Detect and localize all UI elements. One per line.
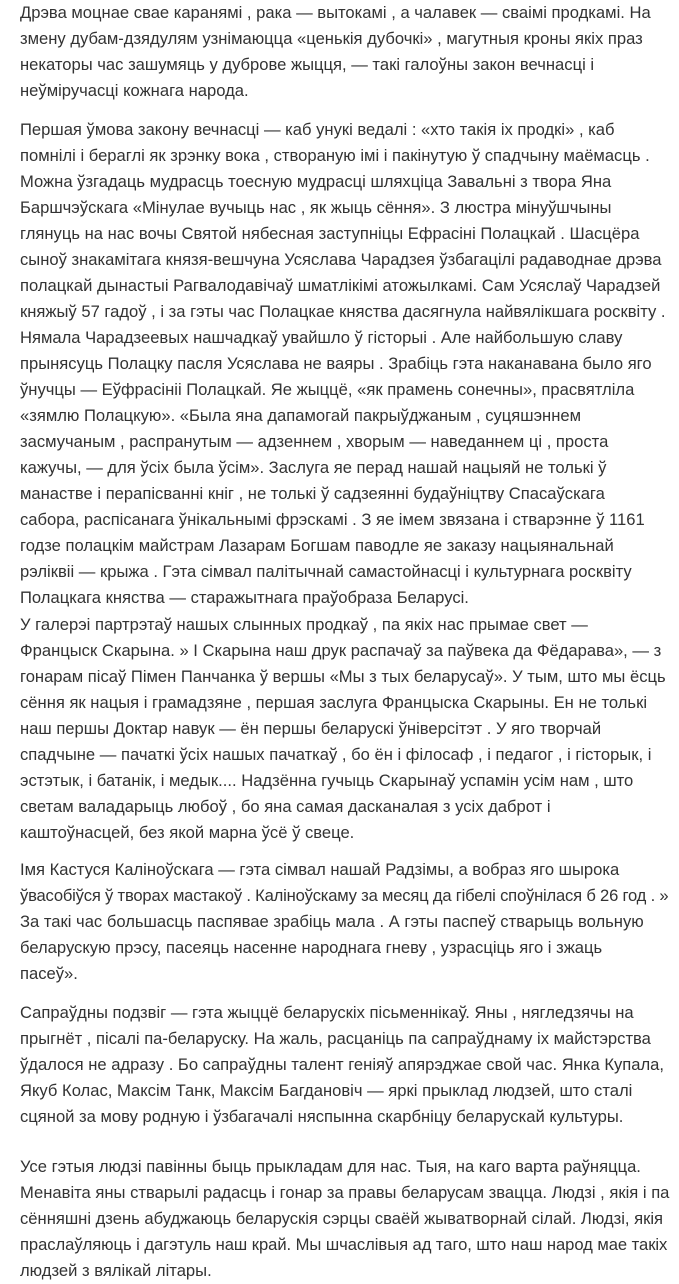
text-line: Баршчэўскага «Мінулае вучыць нас , як жыць сёння». З люстра мінуўшчыны — [20, 198, 612, 217]
text-line: Можна ўзгадаць мудрасць тоесную мудрасці шляхціца Завальні з твора Яна — [20, 172, 612, 191]
text-line: Нямала Чарадзеевых нашчадкаў увайшло ў гісторыі . Але найбольшую славу — [20, 328, 623, 347]
text-line: ўвасобіўся ў творах мастакоў . Каліноўскаму за месяц да гібелі споўнілася б 26 год . » — [20, 886, 669, 905]
text-line: У галерэі партрэтаў нашых слынных продкаў , па якіх нас прымае свет — — [20, 615, 588, 634]
text-line: пасеў». — [20, 964, 78, 983]
paragraph-3 — [20, 612, 669, 846]
text-line: помнілі і берaглі як зрэнку вока , створаную імі і пакінутую ў спадчыну маёмасць . — [20, 146, 650, 165]
text-line: спадчыне — пачаткі ўсіх нашых пачаткаў , бо ён і філосаф , і педагог , і гісторык, і — [20, 745, 652, 764]
text-line: глянуць на нас вочы Святой нябесная заступніцы Ефрасіні Полацкай . Шасцёра — [20, 224, 640, 243]
text-line: сабора, распісанага ўнікальнымі фрэскамі . З яе імем звязана і стварэнне ў 1161 — [20, 510, 645, 529]
text-line: светам валадарыць любоў , бо яна самая дасканалая з усіх даброт і — [20, 797, 551, 816]
text-line: неўміручасці кожнага народа. — [20, 81, 249, 100]
text-line: прынясуць Полацку пасля Усяслава не ваяры . Зрабіць гэта наканавана было яго — [20, 354, 652, 373]
text-line: сёння як нацыя і грамадзяне , першая заслуга Францыска Скарыны. Ен не толькі — [20, 693, 648, 712]
text-line: некаторы час зашумяць у дуброве жыцця, — такі галоўны закон вечнасці і — [20, 55, 595, 74]
text-line: Менавіта яны стварылі радасць і гонар за правы беларусам звацца. Людзі , якія і па — [20, 1183, 670, 1202]
text-line: змену дубам-дзядулям узнімаюцца «ценькія дубочкі» , магутныя кроны якіх праз — [20, 29, 643, 48]
text-line: людзей з вялікай літары. — [20, 1261, 212, 1280]
text-line: полацкай дынастыі Рагвалодавічаў шматлікімі атожылкамі. Сам Усяслаў Чарадзей — [20, 276, 661, 295]
text-line: Першая ўмова закону вечнасці — каб унукі ведалі : «хто такія іх продкі» , каб — [20, 120, 615, 139]
text-line: Францыск Скарына. » І Скарына наш друк распачаў за паўвека да Фёдарава», — з — [20, 641, 662, 660]
text-line: кажучы, — для ўсіх была ўсім». Заслуга яе перад нашай нацыяй не толькі ў — [20, 458, 607, 477]
text-line: Сапраўдны подзвіг — гэта жыццё беларускіх пісьменнікаў. Яны , нягледзячы на — [20, 1003, 634, 1022]
text-line: гонарам пісаў Пімен Панчанка ў вершы «Мы з тых беларусаў». У тым, што мы ёсць — [20, 667, 666, 686]
text-line: Якуб Колас, Максім Танк, Максім Багдановіч — яркі прыклад людзей, што сталі — [20, 1081, 633, 1100]
text-line: Полацкага княства — старажытнага праўобраза Беларусі. — [20, 588, 469, 607]
text-line: годзе полацкім майстрам Лазарам Богшам паводле яе заказу нацыянальнай — [20, 536, 614, 555]
text-line: засмучаным , распранутым — адзеннем , хворым — наведаннем ці , проста — [20, 432, 609, 451]
text-line: ўдалося не адразу . Бо сапраўдны талент геніяў апярэджае свой час. Янка Купала, — [20, 1055, 665, 1074]
text-line: прыгнёт , пісалі па-беларуску. На жаль, расцаніць па сапраўднаму іх майстэрства — [20, 1029, 651, 1048]
text-line: рэліквіі — крыжа . Гэта сімвал палітычнай самастойнасці і культурнага росквіту — [20, 562, 632, 581]
paragraph-6 — [20, 1154, 669, 1284]
paragraph-5 — [20, 1000, 669, 1130]
text-line: беларускую прэсу, пасеяць насенне народнага гневу , узрасціць яго і зжаць — [20, 938, 603, 957]
text-line: княжыў 57 гадоў , і за гэты час Полацкае княства дасягнула найвялікшага росквіту . — [20, 302, 666, 321]
text-line: Дрэва моцнае свае каранямі , рака — вытокамі , а чалавек — сваімі продкамі. На — [20, 3, 651, 22]
text-line: манастве і перапісванні кніг , не толькі ў садзеянні будаўніцтву Спасаўскага — [20, 484, 605, 503]
text-line: Імя Кастуся Каліноўскага — гэта сімвал нашай Радзімы, а вобраз яго шырока — [20, 860, 620, 879]
text-line: праслаўляюць і дагэтуль наш край. Мы шчаслівыя ад таго, што наш народ мае такіх — [20, 1235, 668, 1254]
text-line: каштоўнасцей, без якой марна ўсё ў свеце. — [20, 823, 355, 842]
text-line: сённяшні дзень абуджаюць беларускія сэрцы сваёй жыватворнай сілай. Людзі, якія — [20, 1209, 664, 1228]
text-line: За такі час большасць паспявае зрабіць мала . А гэты паспеў стварыць вольную — [20, 912, 644, 931]
text-line: сыноў знакамітага князя-вешчуна Усяслава Чарадзея ўзбагацілі радаводнае дрэва — [20, 250, 662, 269]
text-line: сцяной за мову родную і ўзбагачалі няспынна скарбніцу беларускай культуры. — [20, 1107, 624, 1126]
text-line: эстэтык, і батанік, і медык.... Надзённа гучыць Скарынаў успамін усім нам , што — [20, 771, 634, 790]
paragraph-2 — [20, 117, 669, 611]
paragraph-4 — [20, 857, 669, 987]
paragraph-1 — [20, 0, 669, 104]
text-line: «зямлю Полацкую». «Была яна дапамогай пакрыўджаным , суцяшэннем — [20, 406, 582, 425]
text-line: Усе гэтыя людзі павінны быць прыкладам для нас. Тыя, на каго варта раўняцца. — [20, 1157, 641, 1176]
text-line: наш першы Доктар навук — ён першы беларускі ўніверсітэт . У яго творчай — [20, 719, 602, 738]
text-line: ўнучцы — Еўфрасініі Полацкай. Яе жыццё, «як прамень сонечны», прасвятліла — [20, 380, 635, 399]
